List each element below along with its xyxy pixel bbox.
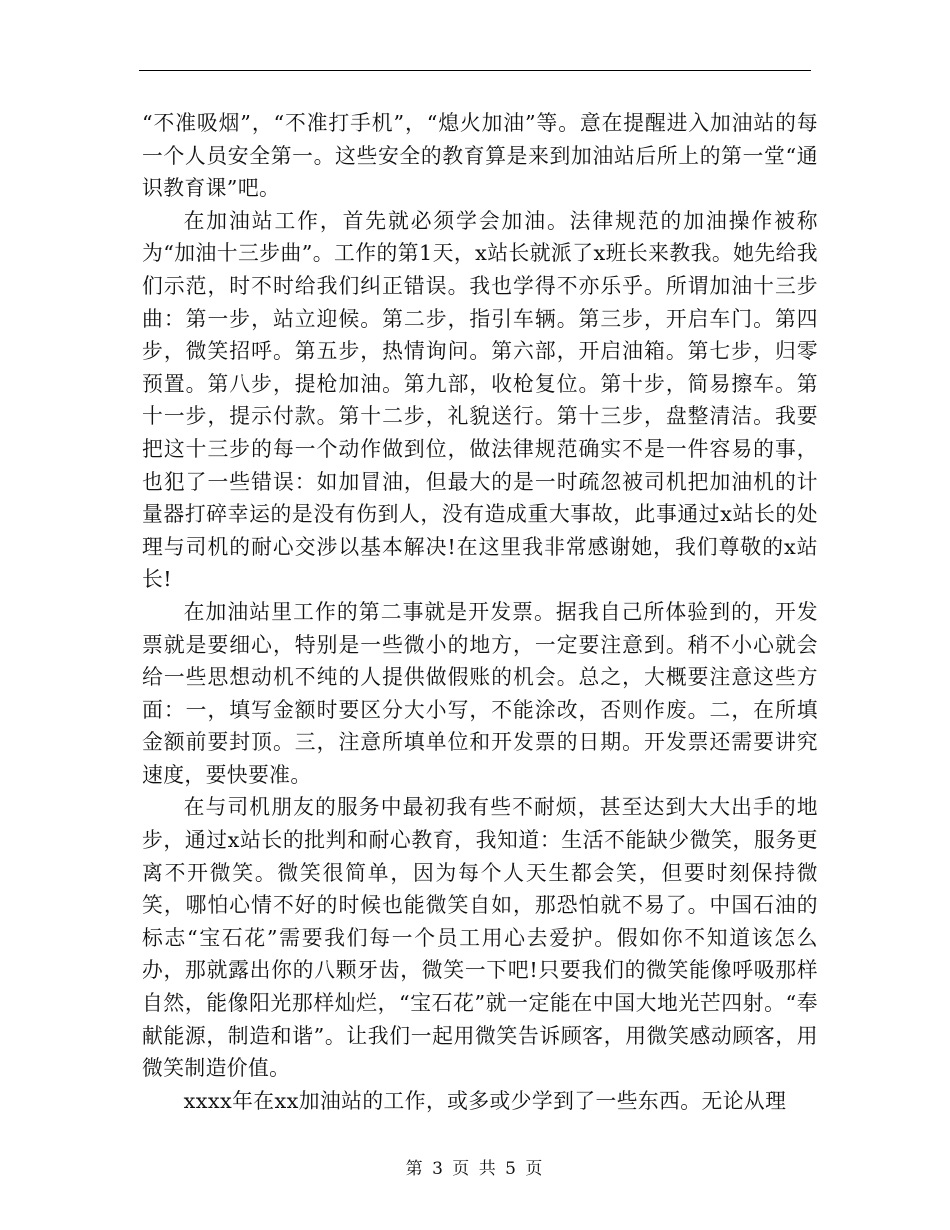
- document-body: [142, 107, 818, 1117]
- header-rule: [139, 70, 811, 71]
- paragraph-summary: xxxx年在xx加油站的工作，或多或少学到了一些东西。无论从理: [183, 1088, 787, 1113]
- paragraph-refueling-steps: 在加油站工作，首先就必须学会加油。法律规范的加油操作被称为“加油十三步曲”。工作的第1天，x站长就派了x班长来教我。她先给我们示范，时不时给我们纠正错误。我也学得不亦乐乎。所谓加油十三步曲：第一步，站立迎候。第二步，指引车辆。第三步，开启车门。第四步，微笑招呼。第五步，热情询问。第六部，开启油箱。第七步，归零预置。第八步，提枪加油。第九部，收枪复位。第十步，简易擦车。第十一步，提示付款。第十二步，礼貌送行。第十三步，盘整清洁。我要把这十三步的每一个动作做到位，做法律规范确实不是一件容易的事，也犯了一些错误：如加冒油，但最大的是一时疏忽被司机把加油机的计量器打碎幸运的是没有伤到人，没有造成重大事故，此事通过x站长的处理与司机的耐心交涉以基本解决!在这里我非常感谢她，我们尊敬的x站长!: [142, 208, 818, 592]
- paragraph-invoicing: 在加油站里工作的第二事就是开发票。据我自己所体验到的，开发票就是要细心，特别是一些微小的地方，一定要注意到。稍不小心就会给一些思想动机不纯的人提供做假账的机会。总之，大概要注意这些方面：一，填写金额时要区分大小写，不能涂改，否则作废。二，在所填金额前要封顶。三，注意所填单位和开发票的日期。开发票还需要讲究速度，要快要准。: [142, 599, 818, 787]
- paragraph-smile-service: 在与司机朋友的服务中最初我有些不耐烦，甚至达到大大出手的地步，通过x站长的批判和耐心教育，我知道：生活不能缺少微笑，服务更离不开微笑。微笑很简单，因为每个人天生都会笑，但要时刻保持微笑，哪怕心情不好的时候也能微笑自如，那恐怕就不易了。中国石油的标志“宝石花”需要我们每一个员工用心去爱护。假如你不知道该怎么办，那就露出你的八颗牙齿，微笑一下吧!只要我们的微笑能像呼吸那样自然，能像阳光那样灿烂，“宝石花”就一定能在中国大地光芒四射。“奉献能源，制造和谐”。让我们一起用微笑告诉顾客，用微笑感动顾客，用微笑制造价值。: [142, 795, 818, 1081]
- page-number-footer: 第 3 页 共 5 页: [405, 1159, 545, 1179]
- paragraph-safety-signs: “不准吸烟”，“不准打手机”，“熄火加油”等。意在提醒进入加油站的每一个人员安全第一。这些安全的教育算是来到加油站后所上的第一堂“通识教育课”吧。: [142, 111, 818, 201]
